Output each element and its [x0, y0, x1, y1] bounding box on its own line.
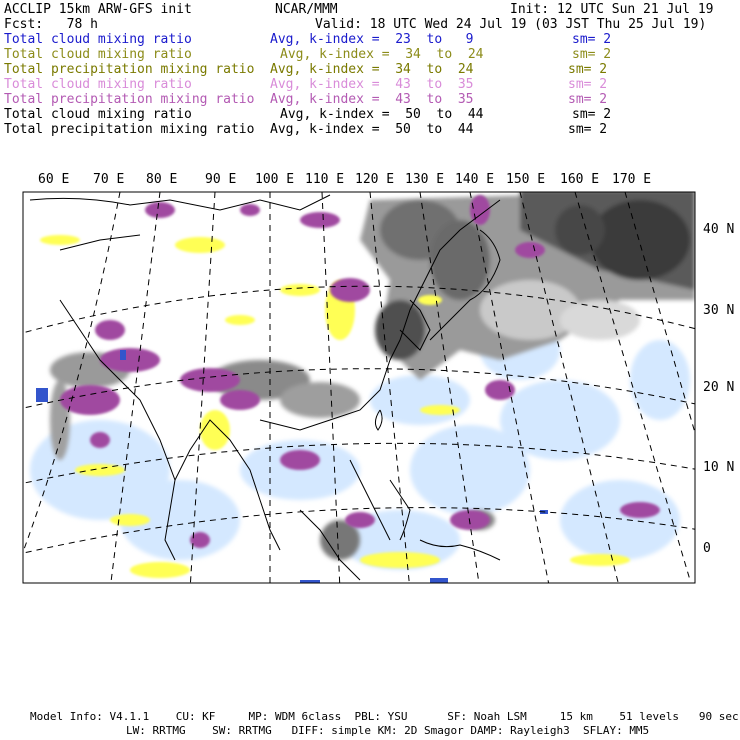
latitude-label: 10 N — [703, 460, 735, 475]
footer-model-info: Model Info: V4.1.1 CU: KF MP: WDM 6class PBL: YSU SF: Noah LSM 15 km 51 levels 90 sec — [30, 710, 739, 723]
longitude-label: 70 E — [93, 172, 125, 187]
legend-kindex: Avg, k-index = 43 to 35 — [270, 92, 474, 107]
longitude-label: 110 E — [305, 172, 345, 187]
latitude-label: 20 N — [703, 380, 735, 395]
legend-smoothing: sm= 2 — [568, 92, 608, 107]
legend-smoothing: sm= 2 — [572, 47, 612, 62]
legend-field-name: Total precipitation mixing ratio — [4, 92, 255, 107]
forecast-hour: Fcst: 78 h — [4, 17, 98, 32]
longitude-label: 160 E — [560, 172, 600, 187]
legend-field-name: Total cloud mixing ratio — [4, 107, 192, 122]
init-time: Init: 12 UTC Sun 21 Jul 19 — [510, 2, 714, 17]
longitude-label: 120 E — [355, 172, 395, 187]
legend-kindex: Avg, k-index = 34 to 24 — [270, 62, 474, 77]
legend-field-name: Total cloud mixing ratio — [4, 47, 192, 62]
longitude-label: 140 E — [455, 172, 495, 187]
legend-kindex: Avg, k-index = 23 to 9 — [270, 32, 474, 47]
legend-kindex: Avg, k-index = 34 to 24 — [280, 47, 484, 62]
legend-field-name: Total precipitation mixing ratio — [4, 122, 255, 137]
legend-field-name: Total cloud mixing ratio — [4, 77, 192, 92]
latitude-label: 0 — [703, 541, 711, 556]
longitude-label: 100 E — [255, 172, 295, 187]
legend-smoothing: sm= 2 — [572, 107, 612, 122]
longitude-label: 60 E — [38, 172, 70, 187]
legend-field-name: Total precipitation mixing ratio — [4, 62, 255, 77]
legend-smoothing: sm= 2 — [572, 32, 612, 47]
legend-kindex: Avg, k-index = 50 to 44 — [270, 122, 474, 137]
legend-smoothing: sm= 2 — [568, 62, 608, 77]
legend-kindex: Avg, k-index = 50 to 44 — [280, 107, 484, 122]
longitude-label: 80 E — [146, 172, 178, 187]
longitude-label: 90 E — [205, 172, 237, 187]
title-left: ACCLIP 15km ARW-GFS init — [4, 2, 192, 17]
legend-field-name: Total cloud mixing ratio — [4, 32, 192, 47]
valid-time: Valid: 18 UTC Wed 24 Jul 19 (03 JST Thu 25 Jul 19) — [315, 17, 707, 32]
longitude-label: 130 E — [405, 172, 445, 187]
longitude-label: 150 E — [506, 172, 546, 187]
latitude-label: 30 N — [703, 303, 735, 318]
title-center: NCAR/MMM — [275, 2, 338, 17]
legend-kindex: Avg, k-index = 43 to 35 — [270, 77, 474, 92]
latitude-label: 40 N — [703, 222, 735, 237]
longitude-label: 170 E — [612, 172, 652, 187]
footer-physics-info: LW: RRTMG SW: RRTMG DIFF: simple KM: 2D Smagor DAMP: Rayleigh3 SFLAY: MM5 — [126, 724, 650, 737]
legend-smoothing: sm= 2 — [568, 77, 608, 92]
legend-smoothing: sm= 2 — [568, 122, 608, 137]
